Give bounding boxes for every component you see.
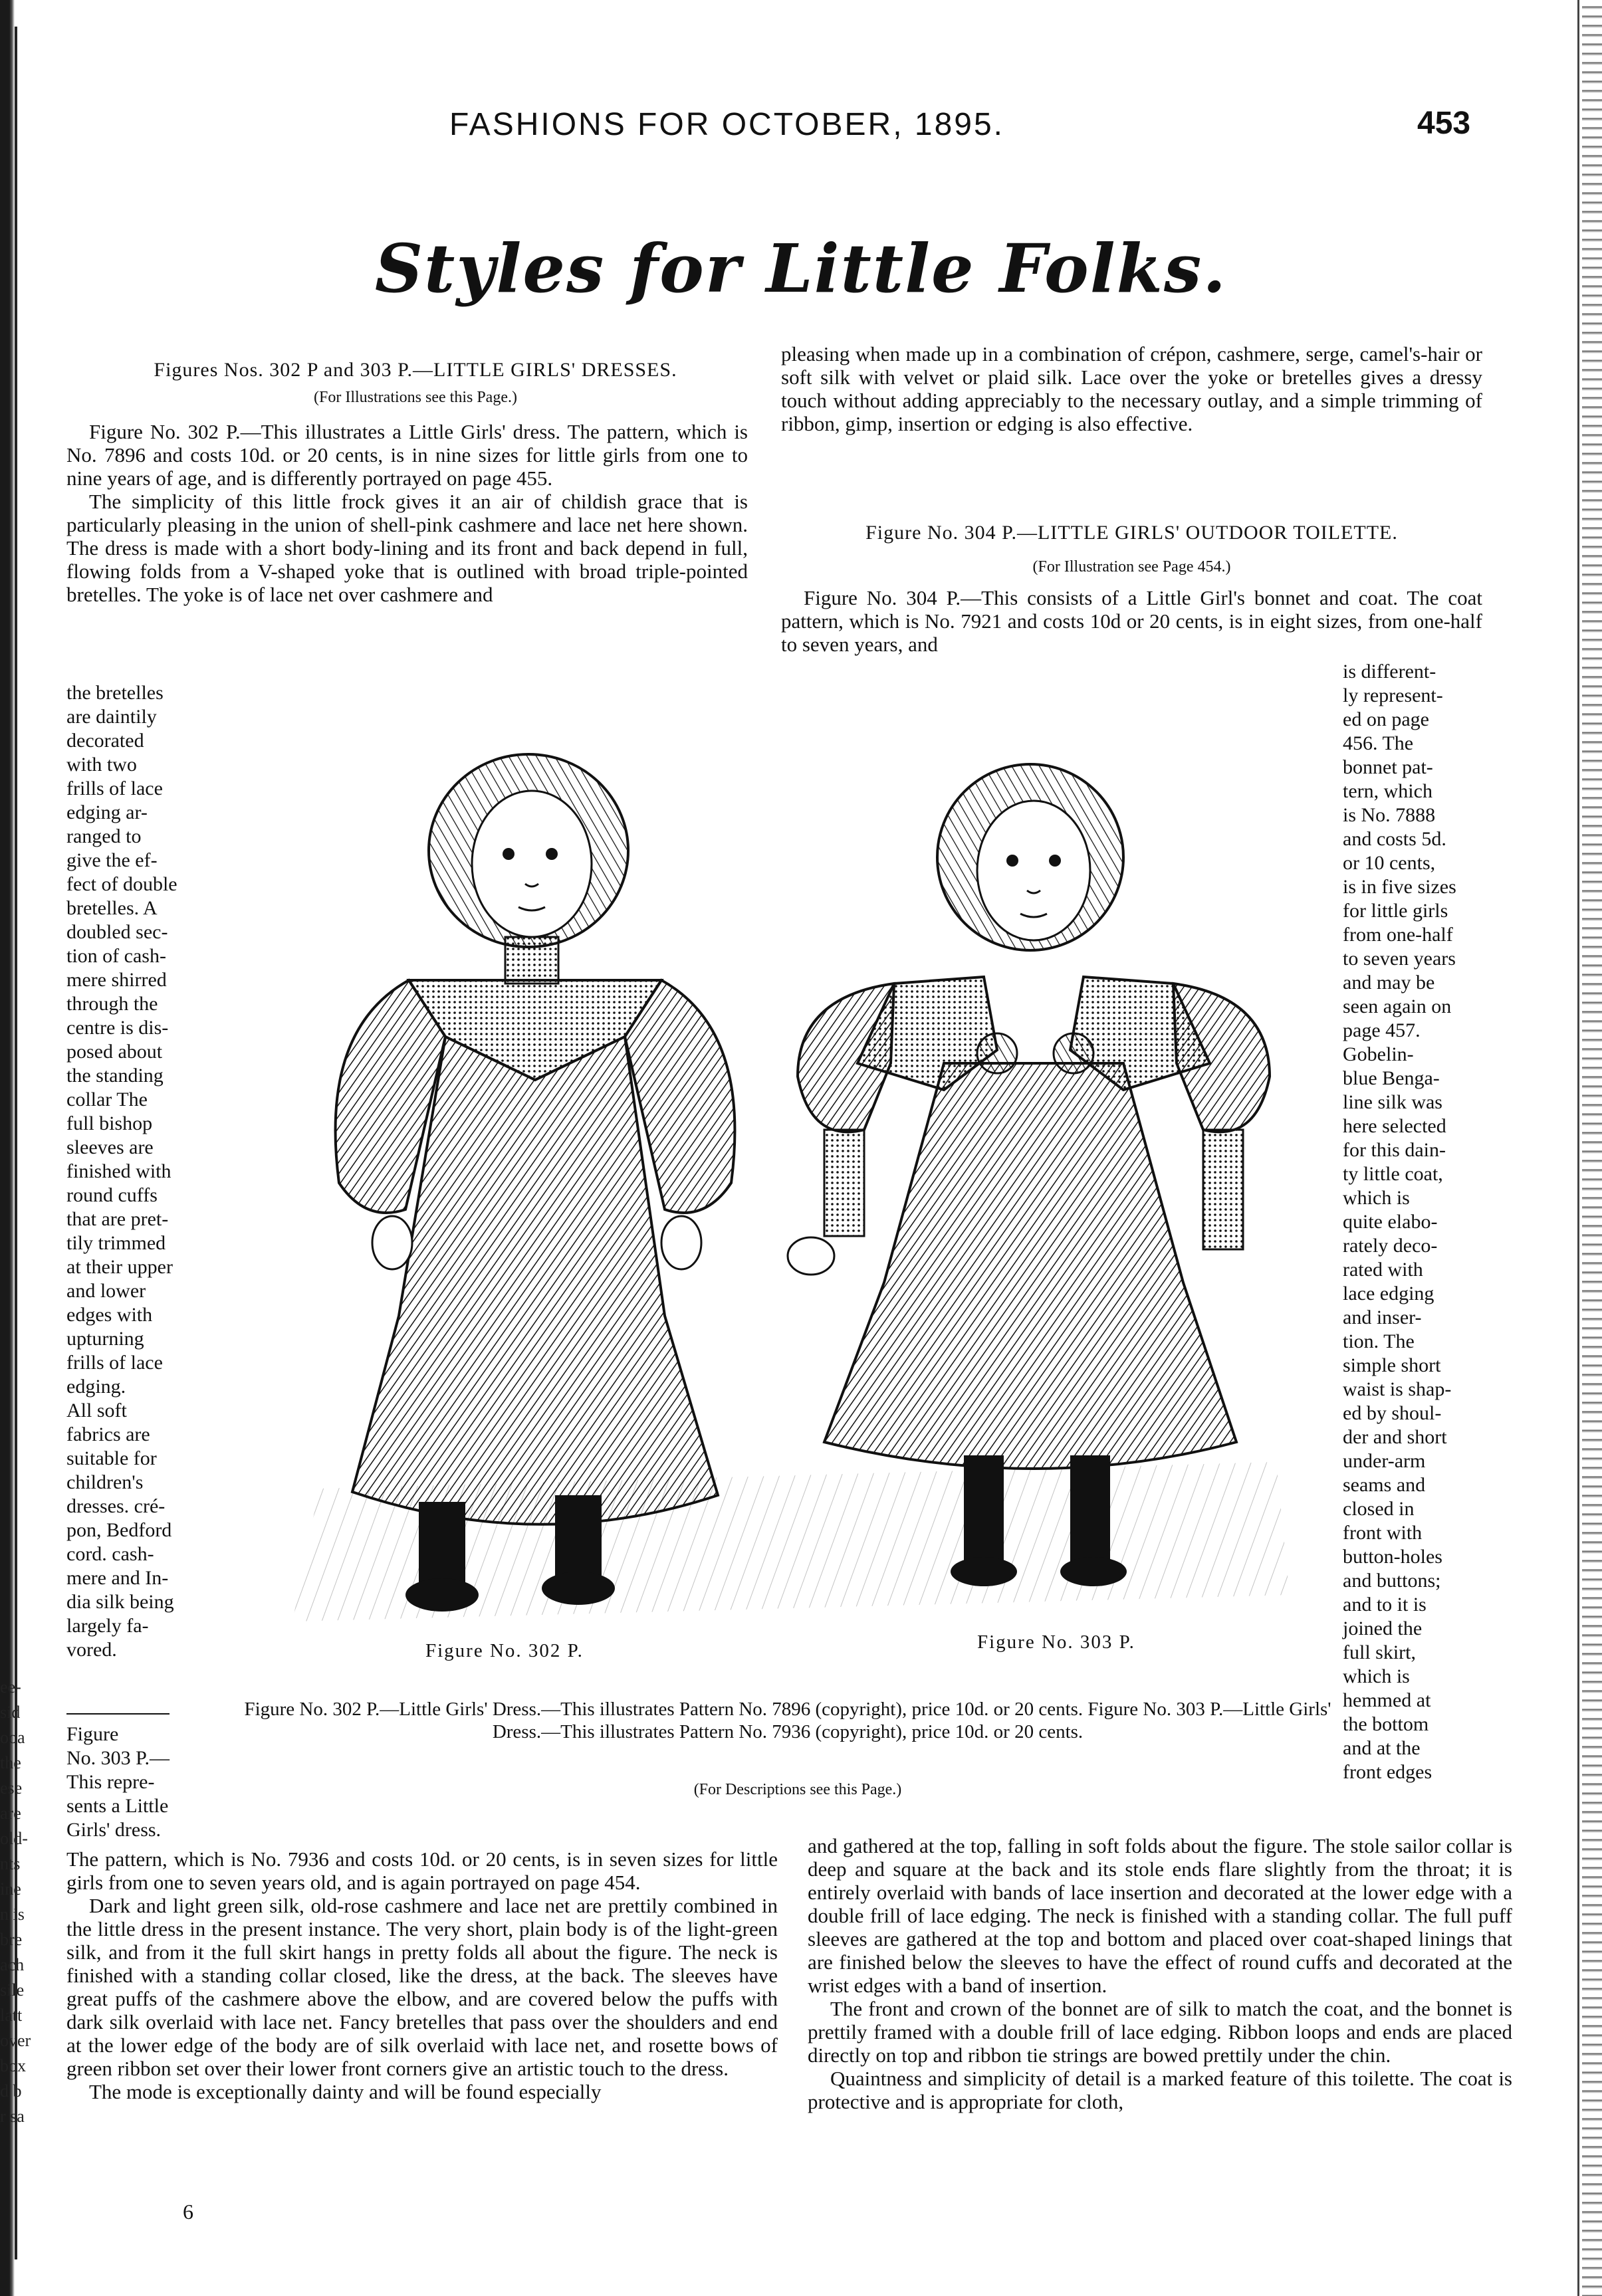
left-para-1: Figure No. 302 P.—This illustrates a Little Girls' dress. The pattern, which is No. 7896 and costs 10d. or 20 cents, is in nine sizes for little girls from one to nine years of age, and is differently portrayed on page 455. bbox=[66, 420, 748, 490]
left-narrow-line: are daintily bbox=[66, 706, 157, 728]
running-head: FASHIONS FOR OCTOBER, 1895. bbox=[449, 107, 1004, 142]
left-narrow-line: mere shirred bbox=[66, 969, 167, 991]
edge-fragment: ooa bbox=[0, 1728, 25, 1747]
left-section-subheading: (For Illustrations see this Page.) bbox=[314, 389, 517, 406]
left-narrow-line: Girls' dress. bbox=[66, 1819, 162, 1841]
right-narrow-line: tern, which bbox=[1343, 780, 1432, 802]
right-narrow-line: full skirt, bbox=[1343, 1641, 1416, 1663]
left-narrow-line: finished with bbox=[66, 1160, 172, 1182]
left-narrow-line: bretelles. A bbox=[66, 897, 158, 919]
right-narrow-line: rately deco- bbox=[1343, 1235, 1438, 1257]
right-narrow-line: and inser- bbox=[1343, 1306, 1422, 1328]
left-narrow-line: tily trimmed bbox=[66, 1232, 166, 1254]
edge-fragment: ine bbox=[0, 1879, 21, 1899]
left-narrow-line: the standing bbox=[66, 1065, 164, 1087]
right-section-subheading: (For Illustration see Page 454.) bbox=[1032, 558, 1231, 575]
right-narrow-line: line silk was bbox=[1343, 1091, 1442, 1113]
edge-fragment: ee- bbox=[0, 1677, 21, 1697]
right-para-4: Quaintness and simplicity of detail is a marked feature of this toilette. The coat is protective and is appropriate for cloth, bbox=[808, 2067, 1512, 2113]
left-narrow-line: edging ar- bbox=[66, 801, 148, 823]
left-narrow-line: children's bbox=[66, 1471, 144, 1493]
right-narrow-line: and buttons; bbox=[1343, 1570, 1441, 1592]
right-narrow-line: lace edging bbox=[1343, 1283, 1434, 1305]
edge-fragment: box bbox=[0, 2056, 26, 2075]
right-narrow-line: ed by shoul- bbox=[1343, 1402, 1442, 1424]
left-section-heading: Figures Nos. 302 P and 303 P.—LITTLE GIRLS' DRESSES. bbox=[154, 359, 677, 381]
left-narrow-line: dresses. cré- bbox=[66, 1495, 166, 1517]
right-narrow-line: for this dain- bbox=[1343, 1139, 1446, 1161]
right-body-mid bbox=[781, 586, 1482, 656]
left-narrow-line: collar The bbox=[66, 1089, 148, 1110]
right-narrow-line: and to it is bbox=[1343, 1594, 1427, 1616]
left-narrow-line: at their upper bbox=[66, 1256, 173, 1278]
right-narrow-line: which is bbox=[1343, 1187, 1410, 1209]
right-narrow-line: simple short bbox=[1343, 1354, 1441, 1376]
left-narrow-line: frills of lace bbox=[66, 1352, 163, 1374]
edge-fragment: r sa bbox=[0, 2107, 25, 2126]
right-body-bottom bbox=[808, 1834, 1512, 2113]
left-narrow-line: and lower bbox=[66, 1280, 146, 1302]
left-narrow-line: with two bbox=[66, 754, 137, 776]
edge-fragment: sile bbox=[0, 1980, 25, 2000]
right-narrow-line: button-holes bbox=[1343, 1546, 1442, 1568]
right-narrow-line: to seven years bbox=[1343, 948, 1456, 970]
right-body-top bbox=[781, 342, 1482, 435]
right-para-0: pleasing when made up in a combination of crépon, cashmere, serge, camel's-hair or soft silk with velvet or plaid silk. Lace over the yoke or bretelles gives a dressy touch without adding appreciably to the necessary outlay, and a simple trimming of ribbon, gimp, insertion or edging is also effective. bbox=[781, 342, 1482, 435]
right-narrow-line: seen again on bbox=[1343, 995, 1452, 1017]
fashion-illustration bbox=[292, 718, 1290, 1635]
left-narrow-line: upturning bbox=[66, 1328, 144, 1350]
right-para-3: The front and crown of the bonnet are of silk to match the coat, and the bonnet is prettily framed with a double frill of lace edging. Ribbon loops and ends are placed directly on top and ribbon tie strings are bowed prettily under the chin. bbox=[808, 1997, 1512, 2067]
figure-302p-drawing bbox=[336, 754, 735, 1612]
right-narrow-line: is different- bbox=[1343, 661, 1436, 682]
left-narrow-line: centre is dis- bbox=[66, 1017, 169, 1039]
left-narrow-line: suitable for bbox=[66, 1447, 157, 1469]
right-narrow-line: front with bbox=[1343, 1522, 1423, 1544]
left-narrow-line: tion of cash- bbox=[66, 945, 166, 967]
right-narrow-line: ed on page bbox=[1343, 708, 1429, 730]
left-para-2: The simplicity of this little frock gives it an air of childish grace that is particularly pleasing in the union of shell-pink cashmere and lace net here shown. The dress is made with a short body-lining and its front and back depend in full, flowing folds from a V-shaped yoke that is outlined with broad triple-pointed bretelles. The yoke is of lace net over cashmere and bbox=[66, 490, 748, 606]
folio-number: 6 bbox=[183, 2200, 193, 2224]
left-narrow-line: ranged to bbox=[66, 825, 142, 847]
right-narrow-line: ly represent- bbox=[1343, 684, 1443, 706]
left-narrow-line: sents a Little bbox=[66, 1795, 169, 1817]
right-narrow-line: waist is shap- bbox=[1343, 1378, 1452, 1400]
right-narrow-line: blue Benga- bbox=[1343, 1067, 1440, 1089]
edge-fragment: the bbox=[0, 1753, 21, 1772]
left-narrow-line: edges with bbox=[66, 1304, 153, 1326]
page-edge-right bbox=[1582, 0, 1602, 2296]
right-narrow-line: for little girls bbox=[1343, 900, 1448, 922]
edge-fragment: nts bbox=[0, 1854, 21, 1873]
left-narrow-line: through the bbox=[66, 993, 158, 1015]
right-narrow-line: which is bbox=[1343, 1665, 1410, 1687]
adjacent-page-fragments bbox=[0, 1675, 40, 2129]
right-narrow-line: the bottom bbox=[1343, 1713, 1429, 1735]
edge-fragment: n is bbox=[0, 1905, 25, 1924]
edge-fragment: latt bbox=[0, 2006, 23, 2025]
edge-fragment: old- bbox=[0, 1829, 28, 1848]
right-narrow-line: rated with bbox=[1343, 1259, 1423, 1281]
left-body-bottom bbox=[66, 1847, 778, 2103]
left-narrow-line: Figure bbox=[66, 1723, 119, 1745]
left-narrow-line: largely fa- bbox=[66, 1615, 149, 1637]
right-para-1: Figure No. 304 P.—This consists of a Little Girl's bonnet and coat. The coat pattern, which is No. 7921 and costs 10d or 20 cents, is in eight sizes, from one-half to seven years, and bbox=[781, 586, 1482, 656]
left-narrow-line: fect of double bbox=[66, 873, 177, 895]
left-narrow-line: All soft bbox=[66, 1400, 127, 1421]
left-para-4: Dark and light green silk, old-rose cashmere and lace net are prettily combined in the little dress in the present instance. The very short, plain body is of the light-green silk, and from it the full skirt hangs in pretty folds all about the figure. The neck is finished with a standing collar closed, like the dress, at the back. The sleeves have great puffs of the cashmere above the elbow, and are covered below the puffs with dark silk overlaid with lace net. Fancy bretelles that pass over the shoulders and end at the lower edge of the body are of silk overlaid with lace net, and rosette bows of green ribbon set over their lower front corners give an artistic touch to the dress. bbox=[66, 1894, 778, 2080]
left-narrow-line: that are pret- bbox=[66, 1208, 169, 1230]
left-narrow-line: sleeves are bbox=[66, 1136, 154, 1158]
right-narrow-line: from one-half bbox=[1343, 924, 1453, 946]
right-narrow-line: bonnet pat- bbox=[1343, 756, 1433, 778]
column-rule bbox=[66, 1713, 170, 1715]
left-narrow-line: decorated bbox=[66, 730, 144, 752]
right-narrow-line: is in five sizes bbox=[1343, 876, 1456, 898]
right-narrow-line: is No. 7888 bbox=[1343, 804, 1436, 826]
right-narrow-line: ty little coat, bbox=[1343, 1163, 1443, 1185]
figure-caption: Figure No. 302 P.—Little Girls' Dress.—This illustrates Pattern No. 7896 (copyright), price 10d. or 20 cents. Figure No. 303 P.—Little Girls' Dress.—This illustrates Pattern No. 7936 (copyright), price 10d. or 20 cents. bbox=[244, 1699, 1331, 1742]
edge-fragment: bre bbox=[0, 1930, 23, 1949]
left-narrow-line: round cuffs bbox=[66, 1184, 158, 1206]
left-narrow-line: pon, Bedford bbox=[66, 1519, 172, 1541]
right-narrow-line: 456. The bbox=[1343, 732, 1414, 754]
edge-fragment: are bbox=[0, 1804, 21, 1823]
figure-303p-drawing bbox=[788, 764, 1270, 1586]
edge-fragment: ese bbox=[0, 1778, 23, 1798]
left-narrow-line: edging. bbox=[66, 1376, 126, 1398]
right-narrow-line: hemmed at bbox=[1343, 1689, 1431, 1711]
right-narrow-line: and at the bbox=[1343, 1737, 1421, 1759]
right-narrow-line: tion. The bbox=[1343, 1330, 1415, 1352]
left-narrow-line: the bretelles bbox=[66, 682, 164, 704]
left-narrow-line: give the ef- bbox=[66, 849, 158, 871]
edge-fragment: ach bbox=[0, 1955, 25, 1974]
left-narrow-line: No. 303 P.— bbox=[66, 1747, 170, 1769]
left-narrow-line: posed about bbox=[66, 1041, 163, 1063]
left-narrow-line: vored. bbox=[66, 1639, 117, 1661]
right-narrow-line: quite elabo- bbox=[1343, 1211, 1438, 1233]
left-para-5: The mode is exceptionally dainty and will be found especially bbox=[89, 2080, 602, 2103]
left-narrow-column bbox=[66, 681, 199, 1662]
left-narrow-column-2 bbox=[66, 1722, 199, 1842]
right-narrow-line: and costs 5d. bbox=[1343, 828, 1446, 850]
right-para-2: and gathered at the top, falling in soft folds about the figure. The stole sailor collar is deep and square at the back and its stole ends flare slightly from the throat; it is entirely overlaid with bands of lace insertion and decorated at the lower edge with a double frill of lace edging. The neck is finished with a standing collar. The full puff sleeves are gathered at the top and bottom and placed over coat-shaped linings that are finished below the sleeves to have the effect of round cuffs and decorated at the wrist edges with a band of insertion. bbox=[808, 1834, 1512, 1997]
edge-fragment: sid bbox=[0, 1703, 21, 1722]
left-narrow-line: full bishop bbox=[66, 1112, 153, 1134]
edge-fragment: d b bbox=[0, 2081, 22, 2101]
left-para-3: The pattern, which is No. 7936 and costs 10d. or 20 cents, is in seven sizes for little girls from one to seven years old, and is again portrayed on page 454. bbox=[66, 1847, 778, 1894]
right-narrow-line: seams and bbox=[1343, 1474, 1426, 1496]
right-narrow-line: page 457. bbox=[1343, 1019, 1421, 1041]
right-narrow-line: under-arm bbox=[1343, 1450, 1426, 1472]
figure-caption-note: (For Descriptions see this Page.) bbox=[693, 1781, 902, 1798]
right-narrow-line: der and short bbox=[1343, 1426, 1447, 1448]
right-narrow-line: closed in bbox=[1343, 1498, 1415, 1520]
left-narrow-line: fabrics are bbox=[66, 1423, 150, 1445]
left-narrow-line: doubled sec- bbox=[66, 921, 168, 943]
left-narrow-line: This repre- bbox=[66, 1771, 155, 1793]
right-narrow-line: or 10 cents, bbox=[1343, 852, 1436, 874]
right-narrow-line: and may be bbox=[1343, 972, 1435, 993]
right-narrow-line: Gobelin- bbox=[1343, 1043, 1414, 1065]
right-narrow-line: here selected bbox=[1343, 1115, 1446, 1137]
page-number: 453 bbox=[1417, 106, 1471, 141]
figure-302p-label: Figure No. 302 P. bbox=[425, 1640, 584, 1661]
left-narrow-line: dia silk being bbox=[66, 1591, 174, 1613]
left-body-top bbox=[66, 420, 748, 606]
right-narrow-line: front edges bbox=[1343, 1761, 1432, 1783]
figure-303p-label: Figure No. 303 P. bbox=[977, 1631, 1135, 1653]
edge-fragment: over bbox=[0, 2031, 31, 2050]
page-title: Styles for Little Folks. bbox=[374, 229, 1228, 308]
left-narrow-line: mere and In- bbox=[66, 1567, 169, 1589]
left-narrow-line: frills of lace bbox=[66, 778, 163, 799]
left-narrow-line: cord. cash- bbox=[66, 1543, 154, 1565]
right-section-heading: Figure No. 304 P.—LITTLE GIRLS' OUTDOOR TOILETTE. bbox=[865, 522, 1398, 544]
right-narrow-column bbox=[1343, 660, 1489, 1784]
right-narrow-line: joined the bbox=[1343, 1618, 1423, 1639]
page-edge-right-line bbox=[1577, 0, 1579, 2296]
